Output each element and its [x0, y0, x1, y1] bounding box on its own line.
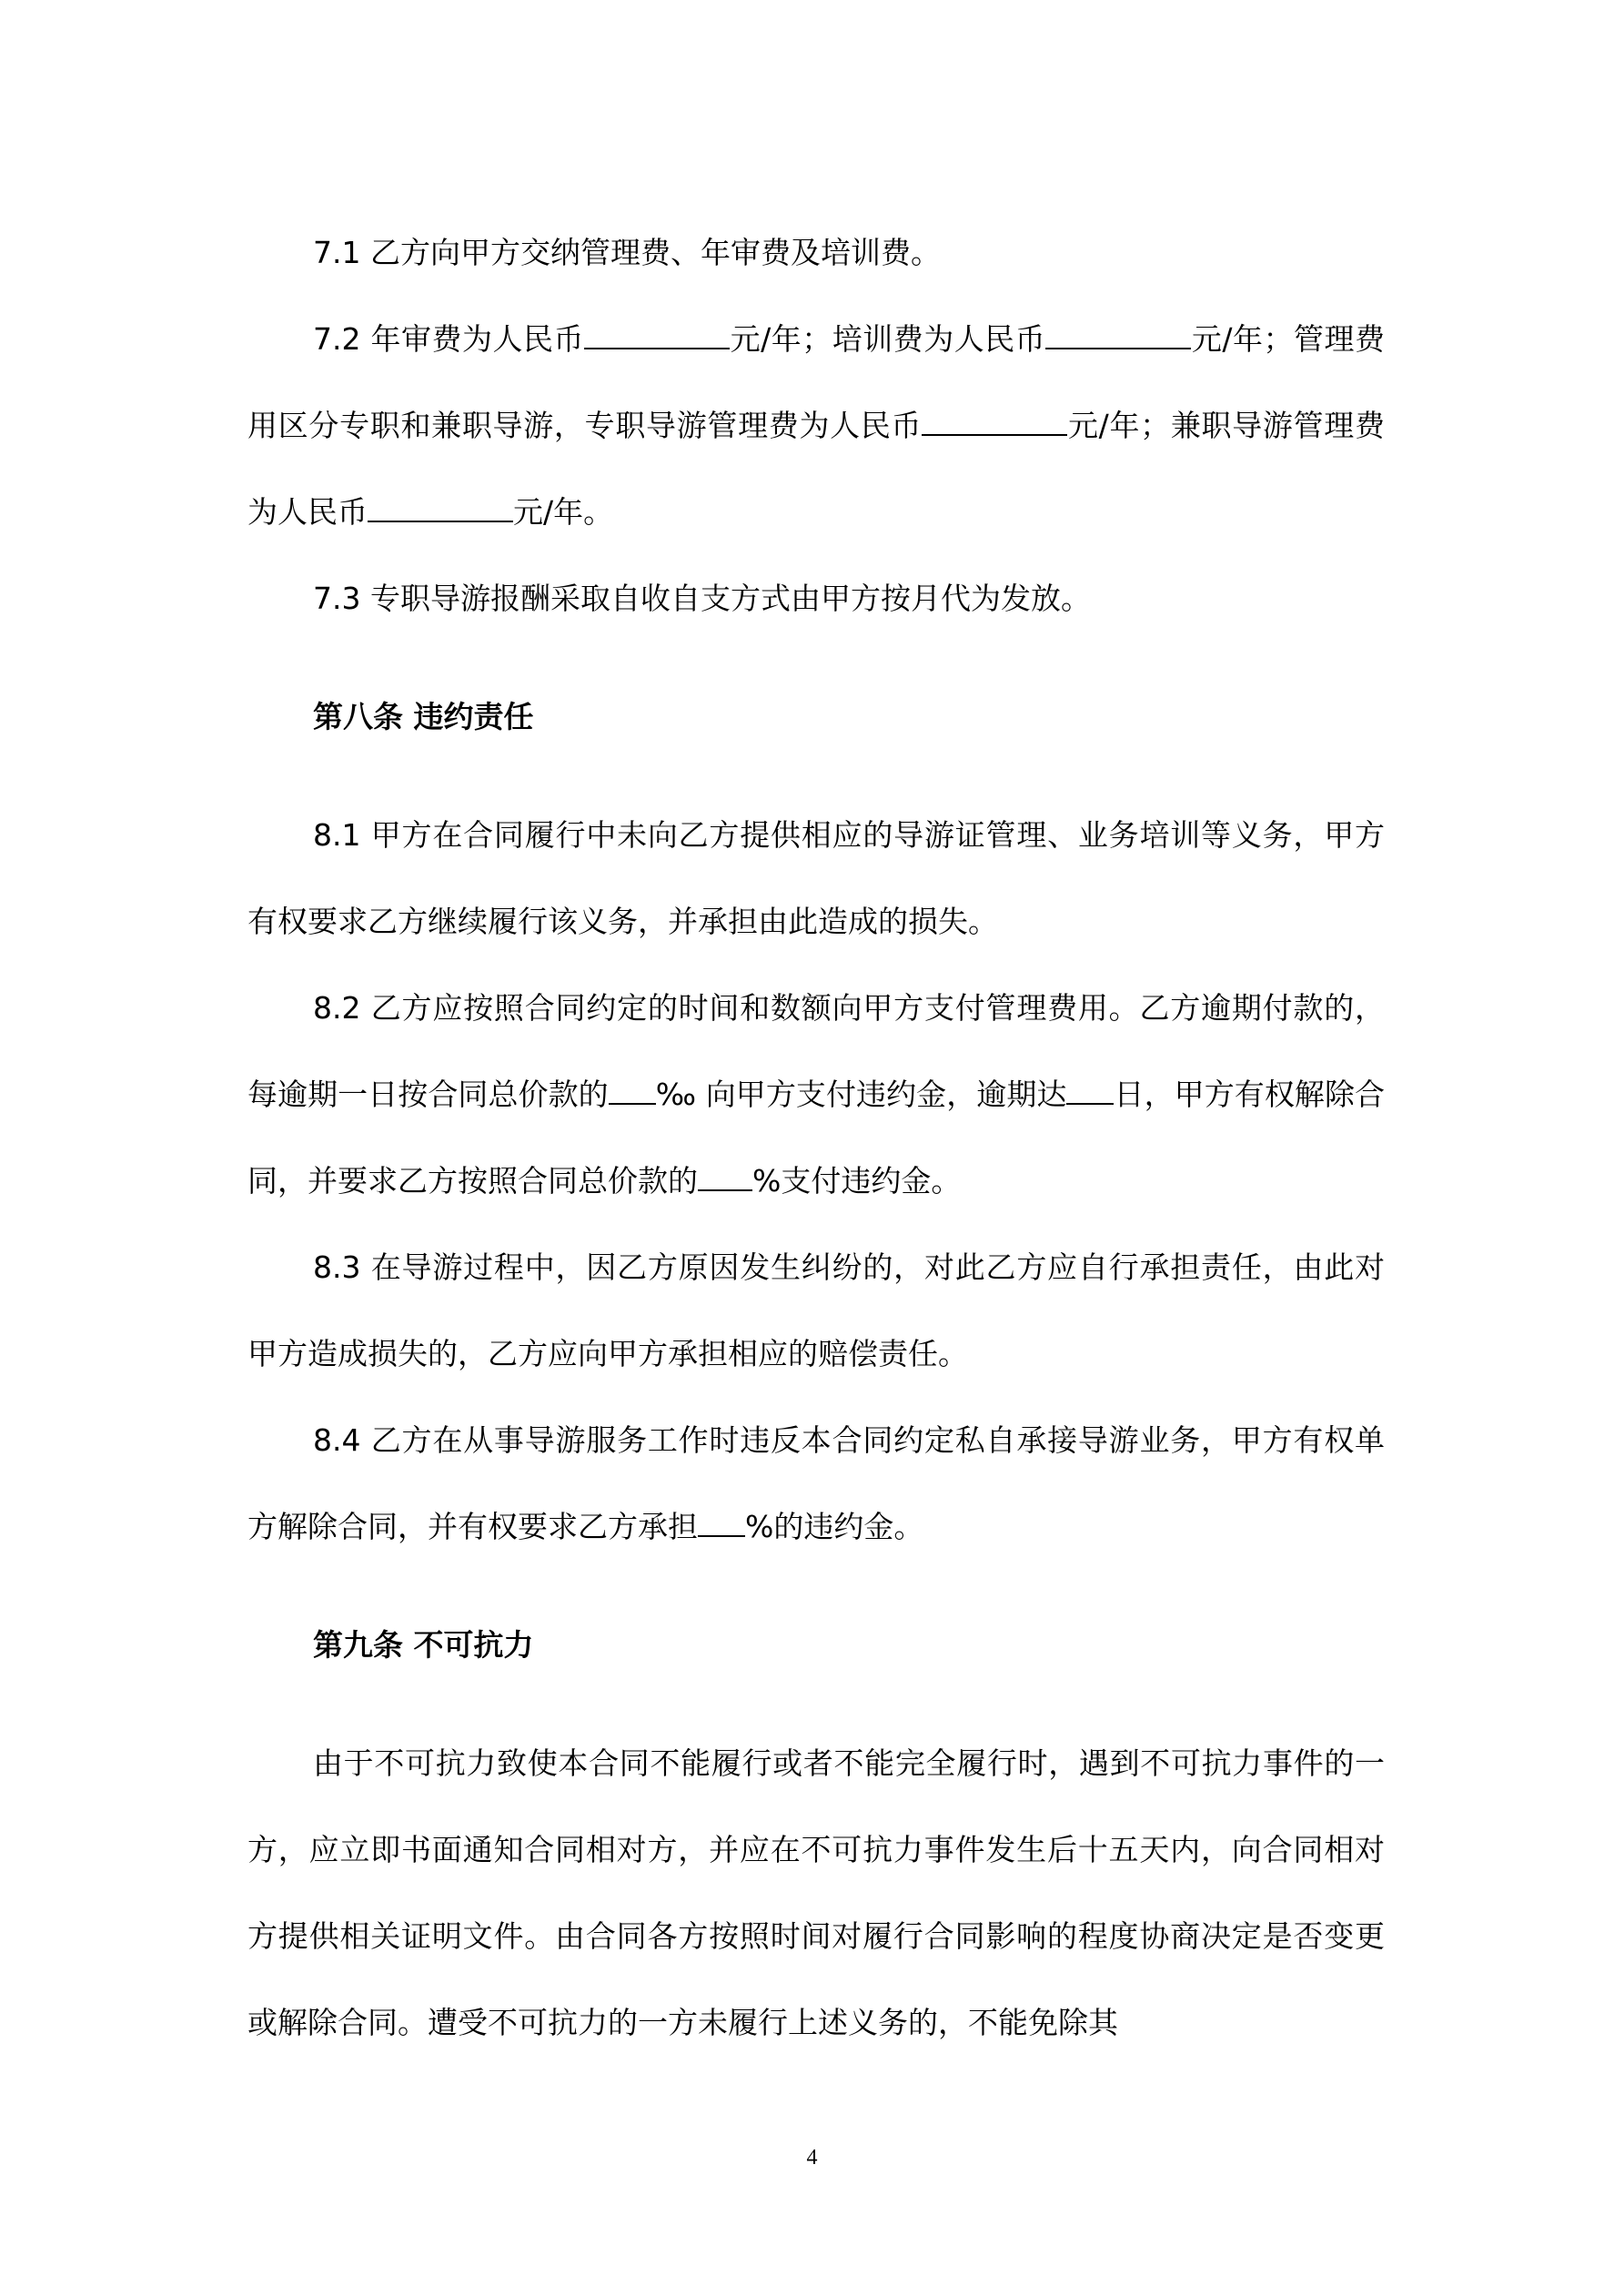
clause-7-1: 7.1 乙方向甲方交纳管理费、年审费及培训费。	[313, 235, 941, 270]
page-number: 4	[806, 2146, 818, 2170]
fill-blank-training-fee[interactable]	[1045, 322, 1191, 349]
fill-blank-parttime-fee[interactable]	[368, 495, 513, 522]
fill-blank-overdue-days[interactable]	[1066, 1077, 1114, 1105]
fill-blank-annual-review-fee[interactable]	[584, 322, 730, 349]
clause-8-2-part-c: 日，甲方有权解除合同，并要求乙方按照合同总价款的	[247, 1077, 1386, 1199]
section-9-title: 第九条 不可抗力	[313, 1627, 534, 1663]
clause-8-1: 8.1 甲方在合同履行中未向乙方提供相应的导游证管理、业务培训等义务，甲方有权要求乙方继续履行该义务，并承担由此造成的损失。	[247, 817, 1385, 939]
fill-blank-breach-percent[interactable]	[698, 1510, 745, 1537]
clause-8-4-part-b: %的违约金。	[745, 1509, 924, 1544]
clause-8-2-part-d: %支付违约金。	[752, 1163, 962, 1199]
section-8-title: 第八条 违约责任	[313, 699, 534, 734]
document-body	[247, 209, 1385, 2066]
clause-8-2	[247, 965, 1385, 1224]
clause-7-2	[247, 296, 1385, 555]
clause-9-body: 由于不可抗力致使本合同不能履行或者不能完全履行时，遇到不可抗力事件的一方，应立即书面通知合同相对方，并应在不可抗力事件发生后十五天内，向合同相对方提供相关证明文件。由合同各方按照时间对履行合同影响的程度协商决定是否变更或解除合同。遭受不可抗力的一方未履行上述义务的，不能免除其	[247, 1745, 1385, 2040]
fill-blank-daily-penalty-rate[interactable]	[609, 1077, 656, 1105]
clause-8-3: 8.3 在导游过程中，因乙方原因发生纠纷的，对此乙方应自行承担责任，由此对甲方造成损失的，乙方应向甲方承担相应的赔偿责任。	[247, 1249, 1385, 1371]
clause-7-2-part-c: 元/年；管理费用区分专职和兼职导游，专职导游管理费为人民币	[247, 321, 1385, 443]
clause-8-2-part-b: ‰ 向甲方支付违约金，逾期达	[655, 1077, 1067, 1112]
clause-8-4	[247, 1397, 1385, 1570]
clause-8-4-part-a: 8.4 乙方在从事导游服务工作时违反本合同约定私自承接导游业务，甲方有权单方解除合同，并有权要求乙方承担	[247, 1422, 1385, 1544]
clause-7-2-part-e: 元/年。	[513, 494, 614, 530]
clause-7-3: 7.3 专职导游报酬采取自收自支方式由甲方按月代为发放。	[313, 581, 1091, 616]
clause-7-2-part-d: 元/年；兼职导游管理费为人民币	[247, 408, 1385, 530]
clause-7-2-part-a: 7.2 年审费为人民币	[313, 321, 585, 357]
fill-blank-fulltime-fee[interactable]	[922, 409, 1067, 436]
clause-7-2-part-b: 元/年；培训费为人民币	[730, 321, 1046, 357]
fill-blank-penalty-percent[interactable]	[698, 1164, 752, 1191]
clause-8-2-part-a: 8.2 乙方应按照合同约定的时间和数额向甲方支付管理费用。乙方逾期付款的，每逾期一日按合同总价款的	[247, 990, 1385, 1112]
